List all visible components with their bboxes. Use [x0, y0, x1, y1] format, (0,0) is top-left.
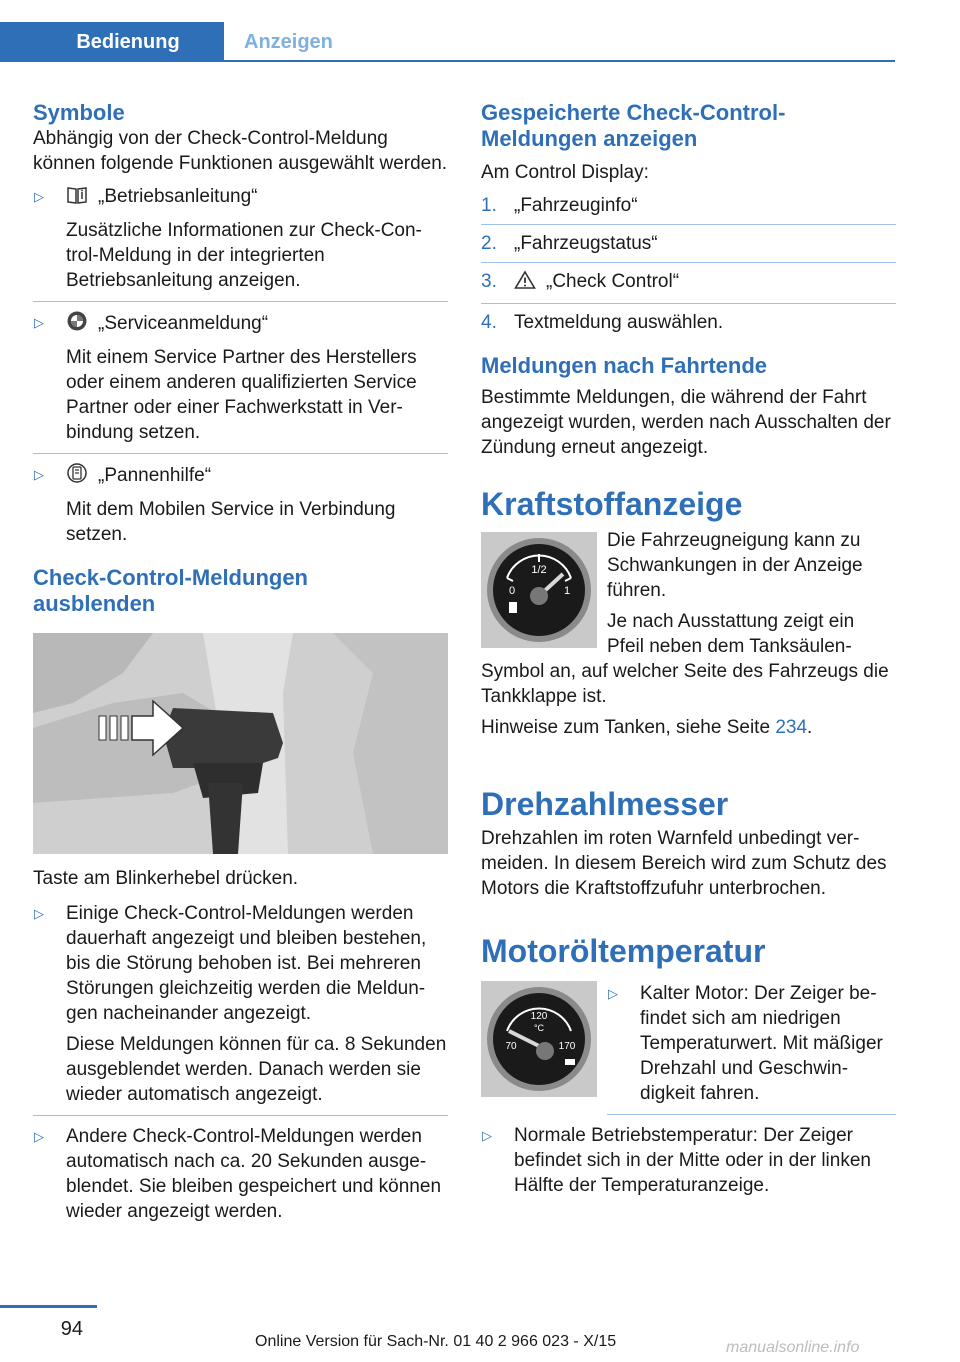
step-item [481, 304, 896, 335]
kraftstoff-p2b: Symbol an, auf welcher Seite des Fahrzeugs die Tankklappe ist. [481, 661, 889, 707]
motoroel-bullets [607, 981, 896, 1115]
symbol-description: Zusätzliche Informationen zur Check-Control-Meldung in der integrierten Betriebsanleitung anzeigen. [66, 220, 422, 291]
ausblenden-notes [33, 901, 448, 1224]
fahrtende-heading: Meldungen nach Fahrtende [481, 353, 768, 378]
step-text: „Fahrzeuginfo“ [514, 195, 638, 216]
step-number: 4. [481, 312, 497, 333]
tab-anzeigen[interactable]: Anzeigen [244, 31, 333, 53]
motoroel-section [481, 981, 896, 1198]
breakdown-assist-icon [66, 462, 88, 491]
indicator-lever-photo [33, 633, 448, 854]
kraftstoff-side-text [607, 528, 896, 659]
page-number: 94 [60, 1318, 83, 1340]
fuel-gauge-half-label: 1/2 [531, 564, 547, 576]
motoroel-bullet-item [607, 981, 896, 1115]
motoroel-bullet-text: Normale Betriebstemperatur: Der Zeiger befindet sich in der Mitte oder in der linken Hälfte der Temperaturanzeige. [514, 1125, 871, 1196]
symbol-description: Mit dem Mobilen Service in Verbindung setzen. [66, 499, 396, 545]
kraftstoff-hint-end: . [807, 717, 813, 738]
oil-temperature-gauge-image [481, 981, 597, 1097]
left-column [33, 100, 448, 1224]
motoroel-heading: Motoröltemperatur [481, 933, 766, 969]
symbol-label: „Betriebsanleitung“ [98, 186, 258, 207]
drehzahl-text: Drehzahlen im roten Warnfeld unbedingt vermeiden. In diesem Bereich wird zum Schutz des Motors die Kraftstoffzufuhr unterbrochen. [481, 828, 887, 899]
symbol-item-serviceanmeldung [33, 302, 448, 454]
gespeichert-intro: Am Control Display: [481, 162, 649, 183]
page-link-234[interactable]: 234 [775, 717, 808, 738]
symbol-list [33, 184, 448, 547]
note-text: Andere Check-Control-Meldungen werden automatisch nach ca. 20 Sekunden ausgeblendet. Sie bleiben gespeichert und können wieder angezeigt werden. [66, 1126, 442, 1222]
footer-version-text: Online Version für Sach-Nr. 01 40 2 966 023 - X/15 [255, 1333, 617, 1350]
symbole-intro: Abhängig von der Check-Control-Meldung können folgende Funktionen ausgewählt werden. [33, 128, 448, 174]
step-text: „Check Control“ [546, 271, 680, 292]
kraftstoff-hint [481, 715, 896, 740]
step-item [481, 225, 896, 263]
step-number: 2. [481, 233, 497, 254]
steps-list [481, 193, 896, 335]
triangle-bullet-icon: ▷ [482, 1128, 492, 1143]
ausblenden-heading: Check-Control-Meldungen ausblenden [33, 565, 308, 616]
symbole-heading: Symbole [33, 100, 125, 125]
motoroel-bullet-item [481, 1115, 896, 1198]
kraftstoff-heading: Kraftstoffanzeige [481, 486, 743, 522]
motoroel-bullet-text: Kalter Motor: Der Zeiger befindet sich am niedrigen Temperaturwert. Mit mäßiger Drehzahl und Geschwindigkeit fahren. [640, 983, 883, 1104]
drehzahl-heading: Drehzahlmesser [481, 786, 729, 822]
symbol-label: „Pannenhilfe“ [98, 465, 212, 486]
kraftstoff-p1: Die Fahrzeugneigung kann zu Schwankungen in der Anzeige führen. [607, 530, 863, 601]
warning-triangle-icon [514, 270, 536, 297]
book-icon [66, 185, 88, 212]
note-extra: Diese Meldungen können für ca. 8 Sekunden ausgeblendet werden. Danach werden sie wieder automatisch angezeigt. [66, 1034, 447, 1105]
kraftstoff-p2a: Je nach Ausstattung zeigt ein Pfeil neben dem Tanksäulen- [607, 611, 855, 657]
temp-gauge-170-label: 170 [558, 1041, 576, 1052]
step-number: 1. [481, 195, 497, 216]
step-text: Textmeldung auswählen. [514, 312, 724, 333]
triangle-bullet-icon: ▷ [34, 189, 44, 204]
note-text: Einige Check-Control-Meldungen werden dauerhaft angezeigt und bleiben bestehen, bis die Störung behoben ist. Bei mehreren Störungen gleichzeitig werden die Meldungen nacheinander angezeigt. [66, 903, 427, 1024]
tab-bedienung[interactable]: Bedienung [0, 22, 224, 62]
footer-accent-bar [0, 1305, 97, 1308]
triangle-bullet-icon: ▷ [34, 315, 44, 330]
step-item [481, 263, 896, 304]
temp-gauge-120-label: 120 [530, 1011, 548, 1022]
gespeichert-heading: Gespeicherte Check-Control-Meldungen anzeigen [481, 100, 786, 151]
bmw-logo-icon [66, 310, 88, 339]
triangle-bullet-icon: ▷ [34, 1129, 44, 1144]
temp-gauge-70-label: 70 [505, 1041, 517, 1052]
symbol-description: Mit einem Service Partner des Herstellers oder einem anderen qualifizierten Service Partner oder einer Fachwerkstatt in Verbindung setzen. [66, 347, 417, 443]
step-number: 3. [481, 271, 497, 292]
triangle-bullet-icon: ▷ [34, 467, 44, 482]
step-item [481, 193, 896, 225]
triangle-bullet-icon: ▷ [608, 986, 618, 1001]
symbol-label: „Serviceanmeldung“ [98, 313, 269, 334]
symbol-item-betriebsanleitung [33, 184, 448, 302]
header-tabs [0, 22, 895, 62]
kraftstoff-section [481, 528, 896, 740]
symbol-item-pannenhilfe [33, 454, 448, 547]
note-item [33, 1116, 448, 1224]
photo-caption: Taste am Blinkerhebel drücken. [33, 868, 299, 889]
fuel-gauge-image [481, 532, 597, 648]
fahrtende-text: Bestimmte Meldungen, die während der Fahrt angezeigt wurden, werden nach Ausschalten der Zündung erneut angezeigt. [481, 387, 891, 458]
step-text: „Fahrzeugstatus“ [514, 233, 658, 254]
triangle-bullet-icon: ▷ [34, 906, 44, 921]
note-item [33, 901, 448, 1116]
watermark: manualsonline.info [726, 1339, 860, 1356]
kraftstoff-hint-text: Hinweise zum Tanken, siehe Seite [481, 717, 776, 738]
fuel-gauge-one-label: 1 [563, 585, 571, 597]
temp-gauge-unit-label: °C [533, 1023, 545, 1033]
right-column [481, 100, 896, 1198]
fuel-gauge-zero-label: 0 [508, 585, 516, 597]
